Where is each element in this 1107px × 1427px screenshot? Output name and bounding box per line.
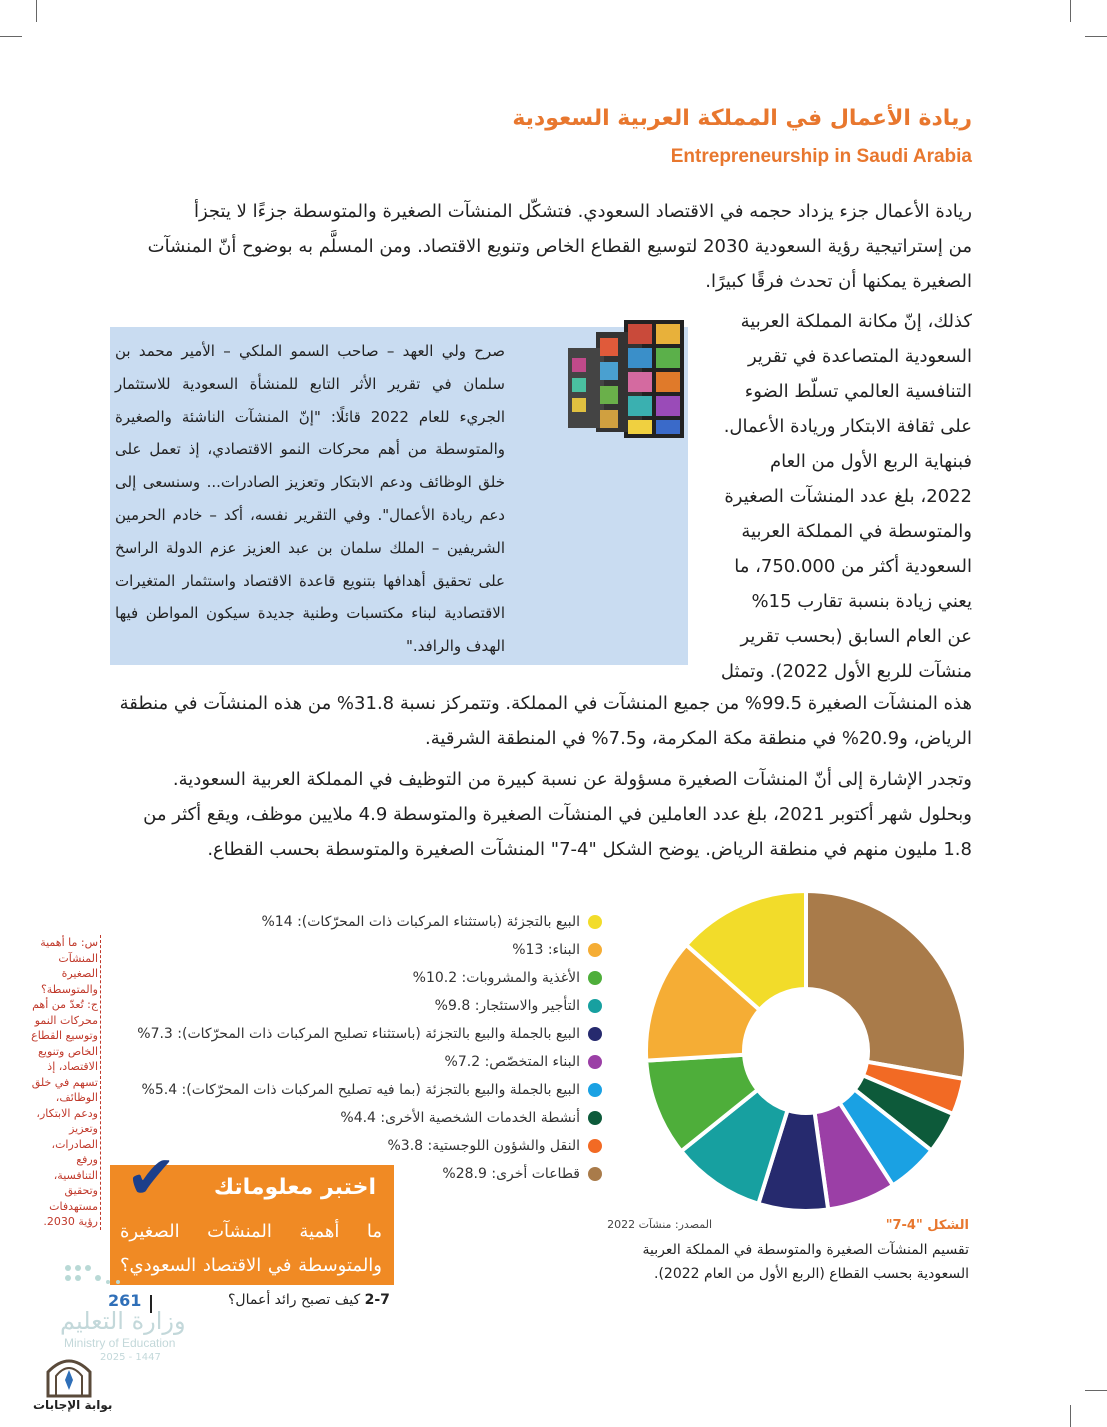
ministry-year: 2025 - 1447 (100, 1352, 161, 1363)
legend-label: البيع بالتجزئة (باستثناء المركبات ذات المحرّكات): 14% (261, 914, 580, 930)
intro-paragraph (107, 194, 972, 299)
ministry-dots-logo (62, 1262, 132, 1288)
figure-source: المصدر: منشآت 2022 (607, 1218, 712, 1231)
test-yourself-title: اختبر معلوماتك (213, 1175, 376, 1200)
figure-caption: تقسيم المنشآت الصغيرة والمتوسطة في المملكة العربية السعودية بحسب القطاع (الربع الأول من العام 2022). (642, 1242, 969, 1282)
narrow-line: على ثقافة الابتكار وريادة الأعمال. (723, 416, 972, 437)
legend-item (122, 1104, 602, 1132)
legend-swatch (588, 1027, 602, 1041)
heading-english: Entrepreneurship in Saudi Arabia (670, 146, 972, 167)
legend-swatch (588, 915, 602, 929)
chart-legend (122, 908, 602, 1188)
legend-item (122, 964, 602, 992)
heading-arabic: ريادة الأعمال في المملكة العربية السعودية (512, 106, 972, 131)
legend-label: الأغذية والمشروبات: 10.2% (412, 970, 580, 986)
crop-mark (36, 0, 37, 22)
legend-item (122, 1048, 602, 1076)
crop-mark (1085, 36, 1107, 37)
legend-item (122, 908, 602, 936)
intro-line: من إستراتيجية رؤية السعودية 2030 لتوسيع القطاع الخاص وتنويع الاقتصاد. ومن المسلَّم به بوضوح أنّ المنشآت (147, 236, 972, 257)
legend-label: قطاعات أخرى: 28.9% (442, 1166, 580, 1182)
crop-mark (0, 36, 22, 37)
legend-swatch (588, 1167, 602, 1181)
narrow-line: التنافسية العالمي تسلّط الضوء (744, 381, 972, 402)
narrow-line: عن العام السابق (بحسب تقرير (740, 626, 972, 647)
legend-label: البيع بالجملة والبيع بالتجزئة (بما فيه تصليح المركبات ذات المحرّكات): 5.4% (141, 1082, 580, 1098)
legend-label: النقل والشؤون اللوجستية: 3.8% (387, 1138, 580, 1154)
legend-label: البيع بالجملة والبيع بالتجزئة (باستثناء تصليح المركبات ذات المحرّكات): 7.3% (137, 1026, 580, 1042)
employment-line: وتجدر الإشارة إلى أنّ المنشآت الصغيرة مسؤولة عن نسبة كبيرة من التوظيف في المملكة العربية السعودية. (172, 769, 972, 790)
legend-swatch (588, 943, 602, 957)
narrow-line: فبنهاية الربع الأول من العام (770, 451, 972, 472)
test-yourself-question: ما أهمية المنشآت الصغيرة والمتوسطة في الاقتصاد السعودي؟ (120, 1221, 382, 1276)
narrow-line: منشآت للربع الأول 2022). وتمثل (720, 661, 972, 682)
legend-item (122, 1132, 602, 1160)
footer-title: كيف تصبح رائد أعمال؟ (228, 1292, 361, 1308)
narrow-line: السعودية المتصاعدة في تقرير (748, 346, 972, 367)
crop-mark (1070, 1405, 1071, 1427)
legend-label: أنشطة الخدمات الشخصية الأخرى: 4.4% (340, 1110, 580, 1126)
test-yourself-box (110, 1143, 394, 1285)
ministry-name-english: Ministry of Education (64, 1336, 176, 1350)
narrow-column (704, 304, 972, 689)
mosque-portal-icon (42, 1350, 96, 1398)
continued-paragraph (107, 686, 972, 756)
portal-name: بوابة الإجابات (33, 1398, 113, 1412)
legend-item (122, 936, 602, 964)
sector-donut-chart (640, 885, 972, 1217)
handwritten-margin-note: س: ما أهمية المنشآت الصغيرة والمتوسطة؟ ج: تُعدّ من أهم محركات النمو وتوسيع القطاع الخاص وتنويع الاقتصاد، إذ تسهم في خلق الوظائف، ودعم الابتكار، وتعزيز الصادرات، ورفع التنافسية، وتحقيق مستهدفات رؤية 2030. (30, 935, 101, 1230)
narrow-line: يعني زيادة بنسبة تقارب 15% (751, 591, 972, 612)
legend-label: البناء المتخصّص: 7.2% (444, 1054, 580, 1070)
page-number: 261 (108, 1291, 142, 1310)
employment-line: 1.8 مليون منهم في منطقة الرياض. يوضح الشكل "4-7" المنشآت الصغيرة والمتوسطة بحسب القطاع. (207, 839, 972, 860)
more-info-text: صرح ولي العهد – صاحب السمو الملكي – الأمير محمد بن سلمان في تقرير الأثر التابع للمنشأة السعودية للاستثمار الجريء للعام 2022 قائلًا: "إنّ المنشآت الناشئة والصغيرة والمتوسطة من أهم محركات النمو الاقتصادي، إذ تعمل على خلق الوظائف ودعم الابتكار وتعزيز الصادرات... وسنسعى إلى دعم ريادة الأعمال". وفي التقرير نفسه، أكد – خادم الحرمين الشريفين – الملك سلمان بن عبد العزيز عزم الدولة الراسخ على تحقيق أهدافها بتنويع قاعدة الاقتصاد واستثمار المتغيرات الاقتصادية لبناء مكتسبات وطنية جديدة سيكون المواطن فيها الهدف والرافد." (115, 342, 505, 656)
legend-swatch (588, 1083, 602, 1097)
footer-chapter (228, 1292, 390, 1308)
legend-swatch (588, 1139, 602, 1153)
legend-item (122, 1076, 602, 1104)
employment-line: وبحلول شهر أكتوبر 2021، بلغ عدد العاملين في المنشآت الصغيرة والمتوسطة 4.9 ملايين موظف، ويقع أكثر من (143, 804, 972, 825)
checkmark-icon: ✔ (126, 1143, 177, 1213)
ministry-name-arabic: وزارة التعليم (60, 1307, 186, 1335)
legend-swatch (588, 1111, 602, 1125)
continued-line: هذه المنشآت الصغيرة 99.5% من جميع المنشآت في المملكة. وتتمركز نسبة 31.8% من هذه المنشآت في منطقة (119, 693, 972, 714)
donut-slice (806, 891, 966, 1079)
figure-label: الشكل "4-7" (885, 1218, 969, 1233)
narrow-line: 2022، بلغ عدد المنشآت الصغيرة (724, 486, 972, 507)
narrow-line: السعودية أكثر من 750.000، ما (734, 556, 972, 577)
narrow-line: والمتوسطة في المملكة العربية (741, 521, 972, 542)
crop-mark (1070, 0, 1071, 22)
photo-collage-icon (566, 318, 688, 442)
intro-line: ريادة الأعمال جزء يزداد حجمه في الاقتصاد السعودي. فتشكّل المنشآت الصغيرة والمتوسطة جزءًا لا يتجزأ (193, 201, 972, 222)
footer-section: 2-7 (364, 1292, 390, 1308)
legend-item (122, 992, 602, 1020)
legend-item (122, 1020, 602, 1048)
employment-paragraph (107, 762, 972, 867)
narrow-line: كذلك، إنّ مكانة المملكة العربية (740, 311, 972, 332)
legend-label: البناء: 13% (512, 942, 580, 958)
legend-swatch (588, 999, 602, 1013)
legend-swatch (588, 1055, 602, 1069)
legend-label: التأجير والاستئجار: 9.8% (434, 998, 580, 1014)
legend-swatch (588, 971, 602, 985)
continued-line: الرياض، و20.9% في منطقة مكة المكرمة، و7.5% في المنطقة الشرقية. (425, 728, 972, 749)
intro-line: الصغيرة يمكنها أن تحدث فرقًا كبيرًا. (705, 271, 972, 292)
crop-mark (1085, 1390, 1107, 1391)
